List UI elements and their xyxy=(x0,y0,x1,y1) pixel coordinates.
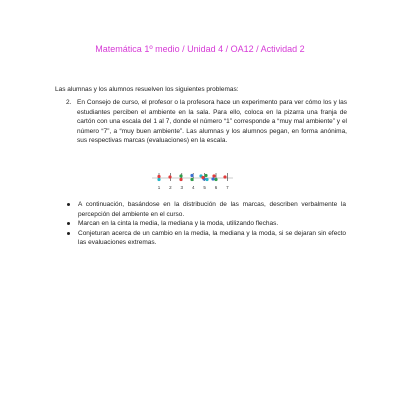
scale-tick-label: 4 xyxy=(191,185,195,190)
rating-scale-strip xyxy=(150,168,235,192)
bullet-text: Conjeturan acerca de un cambio en la media, la mediana y la moda, si se dejaran sin efecto las evaluaciones extremas. xyxy=(78,229,346,247)
scale-mark xyxy=(212,174,215,177)
task-number: 2. xyxy=(66,99,72,106)
scale-tick-label: 1 xyxy=(157,185,161,190)
scale-mark xyxy=(179,178,182,181)
scale-mark xyxy=(214,178,217,181)
scale-mark xyxy=(190,174,193,177)
scale-mark xyxy=(157,178,160,181)
scale-mark xyxy=(211,177,214,180)
scale-mark xyxy=(157,175,160,178)
bullet-text: Marcan en la cinta la media, la mediana y la moda, utilizando flechas. xyxy=(78,220,279,228)
page-title: Matemática 1º medio / Unidad 4 / OA12 / Actividad 2 xyxy=(95,44,305,54)
scale-mark xyxy=(179,174,182,177)
bullet-list xyxy=(66,200,346,248)
scale-tick-label: 7 xyxy=(226,185,229,190)
bullet-text: A continuación, basándose en la distribución de las marcas, describen verbalmente la percepción del ambiente en el curso. xyxy=(78,201,346,218)
scale-mark xyxy=(201,176,204,179)
intro-text: Las alumnas y los alumnos resuelven los siguientes problemas: xyxy=(55,86,239,93)
scale-tick-label: 2 xyxy=(169,185,172,190)
scale-tick-label: 5 xyxy=(203,185,206,190)
bullet-icon xyxy=(67,222,70,225)
scale-tick-label: 3 xyxy=(180,185,184,190)
scale-mark xyxy=(190,178,193,181)
scale-mark xyxy=(168,175,171,178)
bullet-icon xyxy=(67,203,70,206)
scale-mark xyxy=(223,175,226,178)
scale-mark xyxy=(204,174,207,177)
scale-mark xyxy=(205,178,208,181)
scale-tick-label: 6 xyxy=(214,185,218,190)
bullet-item xyxy=(66,200,346,219)
bullet-item xyxy=(66,229,346,248)
rating-scale-graphic xyxy=(150,168,235,192)
task-text: En Consejo de curso, el profesor o la profesora hace un experimento para ver cómo los y las estudiantes perciben el ambiente en la sala. Para ello, coloca en la pizarra una franja de cartón con una escala del 1 al 7, donde el número “1” corresponde a “muy mal ambiente” y el número “7”, a “muy buen ambiente”. Las alumnas y los alumnos pegan, en forma anónima, sus respectivas marcas (evaluaciones) en la escala. xyxy=(77,99,347,145)
bullet-icon xyxy=(67,232,70,235)
bullet-item xyxy=(66,219,346,229)
